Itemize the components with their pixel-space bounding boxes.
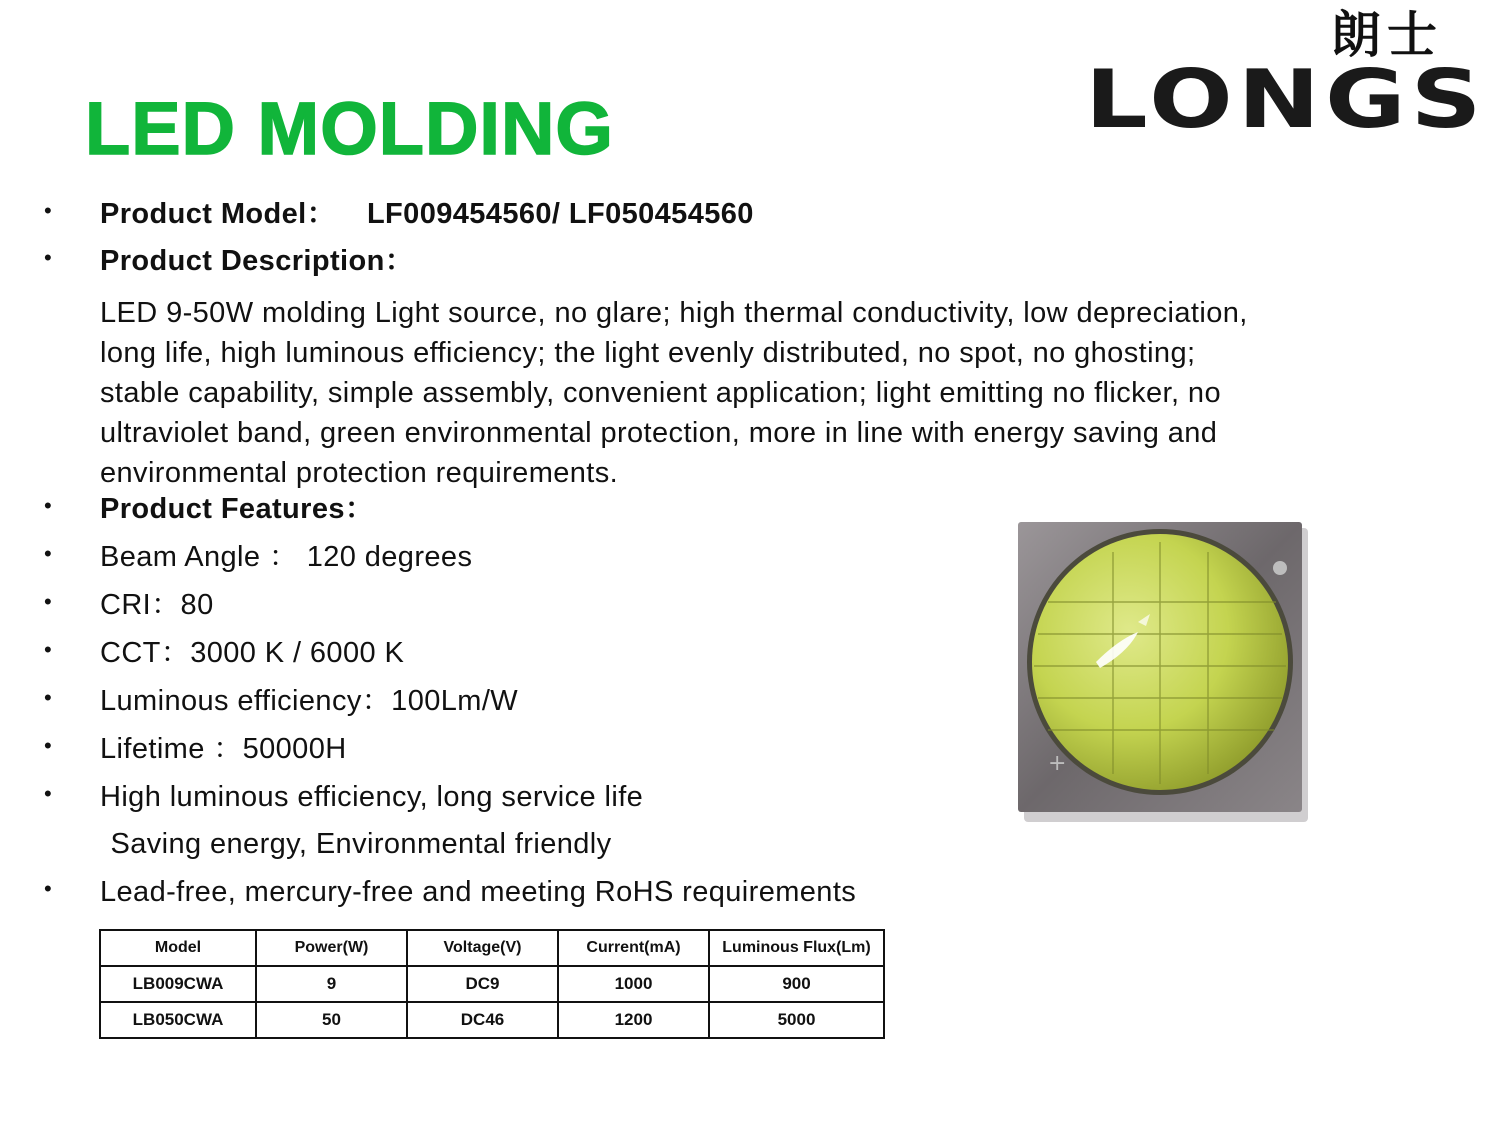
table-cell: 900 bbox=[709, 966, 884, 1002]
table-header-row bbox=[100, 930, 884, 966]
product-description-text bbox=[100, 293, 1390, 493]
feature-cct: CCT：3000 K / 6000 K bbox=[100, 637, 405, 669]
table-header-cell: Model bbox=[100, 930, 256, 966]
bullet-icon: • bbox=[44, 733, 52, 758]
page-title: LED MOLDING bbox=[85, 87, 614, 170]
table-cell: 50 bbox=[256, 1002, 407, 1038]
table-header-cell: Luminous Flux(Lm) bbox=[709, 930, 884, 966]
table-header-cell: Power(W) bbox=[256, 930, 407, 966]
product-model-value: LF009454560/ LF050454560 bbox=[366, 198, 754, 230]
description-line: ultraviolet band, green environmental protection, more in line with energy saving and bbox=[100, 417, 1218, 449]
feature-high-efficiency: High luminous efficiency, long service life bbox=[100, 781, 644, 813]
led-product-image bbox=[1018, 522, 1308, 822]
table-row bbox=[100, 966, 884, 1002]
spec-table bbox=[99, 929, 885, 1039]
bullet-icon: • bbox=[44, 245, 52, 270]
feature-lead-free: Lead-free, mercury-free and meeting RoHS requirements bbox=[100, 876, 857, 908]
table-cell: 5000 bbox=[709, 1002, 884, 1038]
table-cell: 1200 bbox=[558, 1002, 709, 1038]
svg-text:+: + bbox=[1048, 751, 1067, 776]
bullet-icon: • bbox=[44, 876, 52, 901]
feature-luminous-efficiency: Luminous efficiency：100Lm/W bbox=[100, 685, 519, 717]
logo-brand-text: LONGS bbox=[1085, 53, 1487, 146]
table-row bbox=[100, 1002, 884, 1038]
table-cell: DC46 bbox=[407, 1002, 558, 1038]
bullet-icon: • bbox=[44, 541, 52, 566]
feature-lifetime: Lifetime ：50000H bbox=[100, 733, 347, 765]
description-line: environmental protection requirements. bbox=[100, 457, 619, 489]
bullet-icon: • bbox=[44, 637, 52, 662]
description-line: long life, high luminous efficiency; the light evenly distributed, no spot, no ghosting; bbox=[100, 337, 1196, 369]
table-header-cell: Voltage(V) bbox=[407, 930, 558, 966]
product-model-label: Product Model： bbox=[100, 198, 336, 230]
product-description-label: Product Description： bbox=[100, 245, 415, 277]
feature-saving-energy: Saving energy, Environmental friendly bbox=[102, 828, 612, 860]
table-cell: 9 bbox=[256, 966, 407, 1002]
bullet-icon: • bbox=[44, 589, 52, 614]
bullet-icon: • bbox=[44, 493, 52, 518]
feature-beam-angle: Beam Angle ： 120 degrees bbox=[100, 541, 473, 573]
table-cell: DC9 bbox=[407, 966, 558, 1002]
table-cell: 1000 bbox=[558, 966, 709, 1002]
logo-chinese-text: 朗士 bbox=[1331, 6, 1443, 64]
feature-cri: CRI：80 bbox=[100, 589, 214, 621]
bullet-icon: • bbox=[44, 781, 52, 806]
bullet-icon: • bbox=[44, 685, 52, 710]
description-line: stable capability, simple assembly, convenient application; light emitting no flicker, no bbox=[100, 377, 1221, 409]
product-features-label: Product Features： bbox=[100, 493, 375, 525]
bullet-icon: • bbox=[44, 198, 52, 223]
table-cell: LB050CWA bbox=[100, 1002, 256, 1038]
longs-logo bbox=[1085, 6, 1487, 146]
table-header-cell: Current(mA) bbox=[558, 930, 709, 966]
description-line: LED 9-50W molding Light source, no glare; high thermal conductivity, low depreciation, bbox=[100, 297, 1248, 329]
table-cell: LB009CWA bbox=[100, 966, 256, 1002]
